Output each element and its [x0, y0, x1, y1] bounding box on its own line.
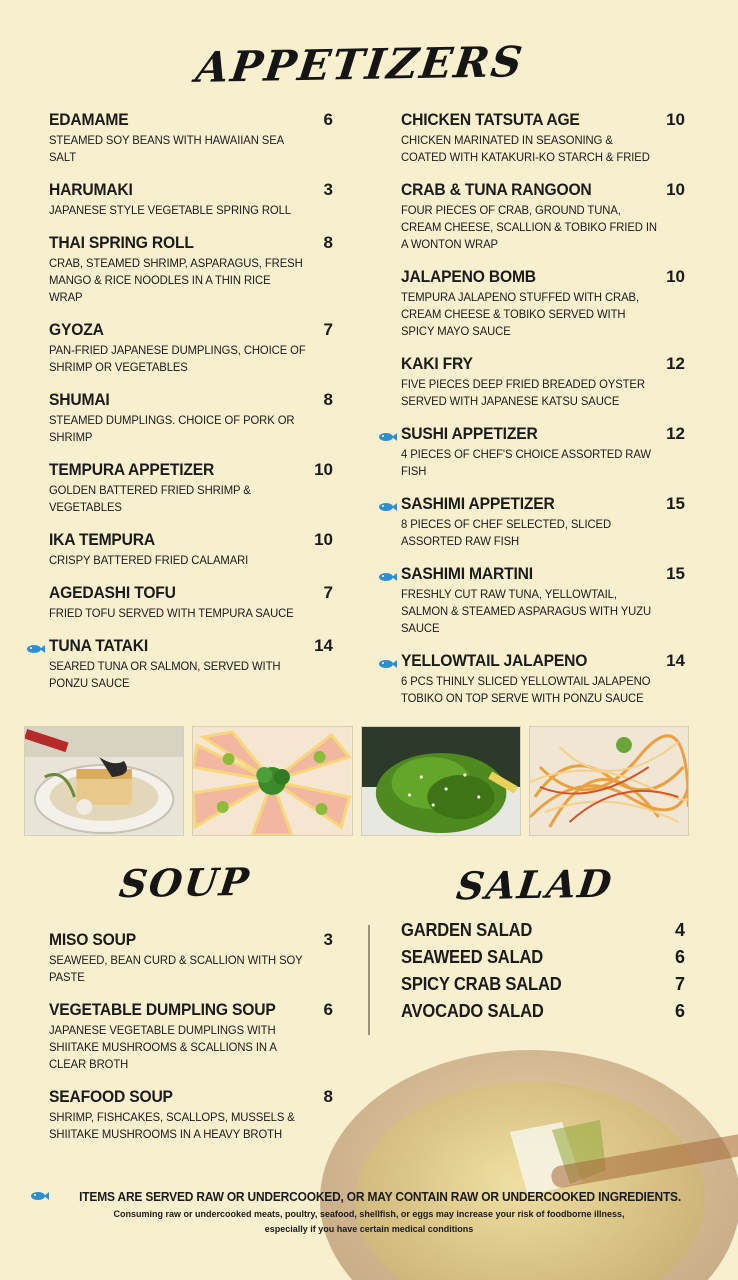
item-name: EDAMAME	[49, 110, 129, 129]
appetizers-left-column	[49, 110, 333, 706]
item-description: FRESHLY CUT RAW TUNA, YELLOWTAIL, SALMON & STEAMED ASPARAGUS WITH YUZU SAUCE	[401, 587, 652, 635]
item-price: 15	[666, 494, 685, 513]
item-price: 4	[674, 920, 685, 940]
menu-item	[49, 1087, 333, 1143]
disclaimer-fine-print-2: especially if you have certain medical conditions	[264, 1224, 474, 1235]
item-name: TUNA TATAKI	[49, 636, 149, 655]
food-photo-strip	[24, 726, 689, 834]
item-description: PAN-FRIED JAPANESE DUMPLINGS, CHOICE OF SHRIMP OR VEGETABLES	[49, 343, 306, 374]
item-name: THAI SPRING ROLL	[49, 233, 194, 252]
photo-seaweed-salad	[361, 726, 521, 836]
soup-salad-divider	[368, 925, 370, 1035]
miso-soup-bowl-image	[300, 1040, 738, 1280]
item-name: IKA TEMPURA	[49, 530, 156, 549]
item-price: 10	[314, 460, 333, 479]
item-name: SEAFOOD SOUP	[49, 1087, 173, 1106]
item-description: SEAWEED, BEAN CURD & SCALLION WITH SOY PASTE	[49, 953, 303, 984]
fish-icon	[379, 499, 397, 509]
menu-item	[49, 390, 333, 446]
soup-column	[49, 930, 333, 1157]
menu-item	[401, 974, 685, 1001]
appetizers-right-column	[401, 110, 685, 721]
item-name: CRAB & TUNA RANGOON	[401, 180, 592, 199]
soup-heading: SOUP	[116, 858, 254, 907]
menu-item	[49, 110, 333, 166]
item-name: YELLOWTAIL JALAPENO	[401, 651, 588, 670]
item-description: JAPANESE STYLE VEGETABLE SPRING ROLL	[49, 203, 291, 217]
item-price: 6	[323, 110, 333, 129]
menu-item	[401, 651, 685, 707]
photo-spicy-crab-salad	[529, 726, 689, 836]
item-price: 6	[674, 947, 685, 967]
item-description: STEAMED SOY BEANS WITH HAWAIIAN SEA SALT	[49, 133, 284, 164]
item-description: FOUR PIECES OF CRAB, GROUND TUNA, CREAM CHEESE, SCALLION & TOBIKO FRIED IN A WONTON WRAP	[401, 203, 657, 251]
menu-item	[401, 110, 685, 166]
item-name: GYOZA	[49, 320, 104, 339]
disclaimer-warning: ITEMS ARE SERVED RAW OR UNDERCOOKED, OR MAY CONTAIN RAW OR UNDERCOOKED INGREDIENTS.	[79, 1189, 681, 1205]
item-name: GARDEN SALAD	[401, 920, 533, 940]
fish-icon	[379, 569, 397, 579]
item-price: 8	[323, 1087, 333, 1106]
appetizers-heading: APPETIZERS	[193, 37, 527, 92]
item-description: SHRIMP, FISHCAKES, SCALLOPS, MUSSELS & SHIITAKE MUSHROOMS IN A HEAVY BROTH	[49, 1110, 295, 1141]
menu-item	[49, 1000, 333, 1073]
item-name: MISO SOUP	[49, 930, 136, 949]
item-name: SHUMAI	[49, 390, 110, 409]
item-description: SEARED TUNA OR SALMON, SERVED WITH PONZU SAUCE	[49, 659, 281, 690]
menu-item	[49, 460, 333, 516]
salad-heading: SALAD	[454, 860, 616, 909]
raw-food-disclaimer	[0, 1188, 738, 1236]
item-name: SEAWEED SALAD	[401, 947, 544, 967]
item-price: 7	[323, 320, 333, 339]
salad-column	[401, 920, 685, 1028]
menu-item	[49, 930, 333, 986]
item-description: 4 PIECES OF CHEF'S CHOICE ASSORTED RAW FISH	[401, 447, 651, 478]
photo-yellowtail-jalapeno	[192, 726, 352, 836]
item-name: TEMPURA APPETIZER	[49, 460, 215, 479]
item-price: 10	[666, 180, 685, 199]
item-price: 8	[323, 233, 333, 252]
item-description: 6 PCS THINLY SLICED YELLOWTAIL JALAPENO TOBIKO ON TOP SERVE WITH PONZU SAUCE	[401, 674, 651, 705]
item-description: STEAMED DUMPLINGS. CHOICE OF PORK OR SHRIMP	[49, 413, 295, 444]
item-price: 8	[323, 390, 333, 409]
item-price: 12	[666, 354, 685, 373]
menu-item	[49, 180, 333, 219]
item-description: TEMPURA JALAPENO STUFFED WITH CRAB, CREAM CHEESE & TOBIKO SERVED WITH SPICY MAYO SAUCE	[401, 290, 640, 338]
menu-item	[401, 564, 685, 637]
item-price: 3	[323, 180, 333, 199]
menu-item	[401, 920, 685, 947]
item-name: AGEDASHI TOFU	[49, 583, 176, 602]
item-price: 14	[314, 636, 333, 655]
menu-item	[401, 947, 685, 974]
photo-agedashi-tofu	[24, 726, 184, 836]
item-price: 6	[323, 1000, 333, 1019]
menu-item	[401, 424, 685, 480]
item-price: 7	[323, 583, 333, 602]
item-description: FIVE PIECES DEEP FRIED BREADED OYSTER SERVED WITH JAPANESE KATSU SAUCE	[401, 377, 645, 408]
fish-icon	[379, 429, 397, 439]
item-price: 7	[674, 974, 685, 994]
item-price: 12	[666, 424, 685, 443]
menu-item	[49, 320, 333, 376]
item-name: KAKI FRY	[401, 354, 473, 373]
item-price: 6	[674, 1001, 685, 1021]
menu-item	[49, 636, 333, 692]
menu-item	[49, 583, 333, 622]
menu-item	[401, 180, 685, 253]
item-price: 3	[323, 930, 333, 949]
item-name: VEGETABLE DUMPLING SOUP	[49, 1000, 276, 1019]
item-price: 15	[666, 564, 685, 583]
item-name: SPICY CRAB SALAD	[401, 974, 562, 994]
item-price: 10	[666, 110, 685, 129]
item-description: JAPANESE VEGETABLE DUMPLINGS WITH SHIITAKE MUSHROOMS & SCALLIONS IN A CLEAR BROTH	[49, 1023, 277, 1071]
menu-item	[401, 494, 685, 550]
item-price: 14	[666, 651, 685, 670]
fish-icon	[379, 656, 397, 666]
menu-item	[49, 233, 333, 306]
item-price: 10	[314, 530, 333, 549]
fish-icon	[31, 1188, 49, 1206]
item-name: JALAPENO BOMB	[401, 267, 536, 286]
menu-item	[401, 1001, 685, 1028]
item-description: 8 PIECES OF CHEF SELECTED, SLICED ASSORTED RAW FISH	[401, 517, 612, 548]
item-name: SASHIMI MARTINI	[401, 564, 533, 583]
item-description: CRISPY BATTERED FRIED CALAMARI	[49, 553, 249, 567]
item-description: GOLDEN BATTERED FRIED SHRIMP & VEGETABLES	[49, 483, 251, 514]
item-name: CHICKEN TATSUTA AGE	[401, 110, 580, 129]
disclaimer-fine-print-1: Consuming raw or undercooked meats, poultry, seafood, shellfish, or eggs may increase your risk of foodborne illness,	[113, 1209, 625, 1220]
fish-icon	[27, 641, 45, 651]
item-name: SUSHI APPETIZER	[401, 424, 538, 443]
item-price: 10	[666, 267, 685, 286]
menu-item	[401, 354, 685, 410]
item-name: AVOCADO SALAD	[401, 1001, 544, 1021]
item-description: FRIED TOFU SERVED WITH TEMPURA SAUCE	[49, 606, 294, 620]
item-name: HARUMAKI	[49, 180, 133, 199]
item-description: CHICKEN MARINATED IN SEASONING & COATED WITH KATAKURI-KO STARCH & FRIED	[401, 133, 650, 164]
menu-item	[49, 530, 333, 569]
menu-item	[401, 267, 685, 340]
item-description: CRAB, STEAMED SHRIMP, ASPARAGUS, FRESH MANGO & RICE NOODLES IN A THIN RICE WRAP	[49, 256, 303, 304]
item-name: SASHIMI APPETIZER	[401, 494, 555, 513]
